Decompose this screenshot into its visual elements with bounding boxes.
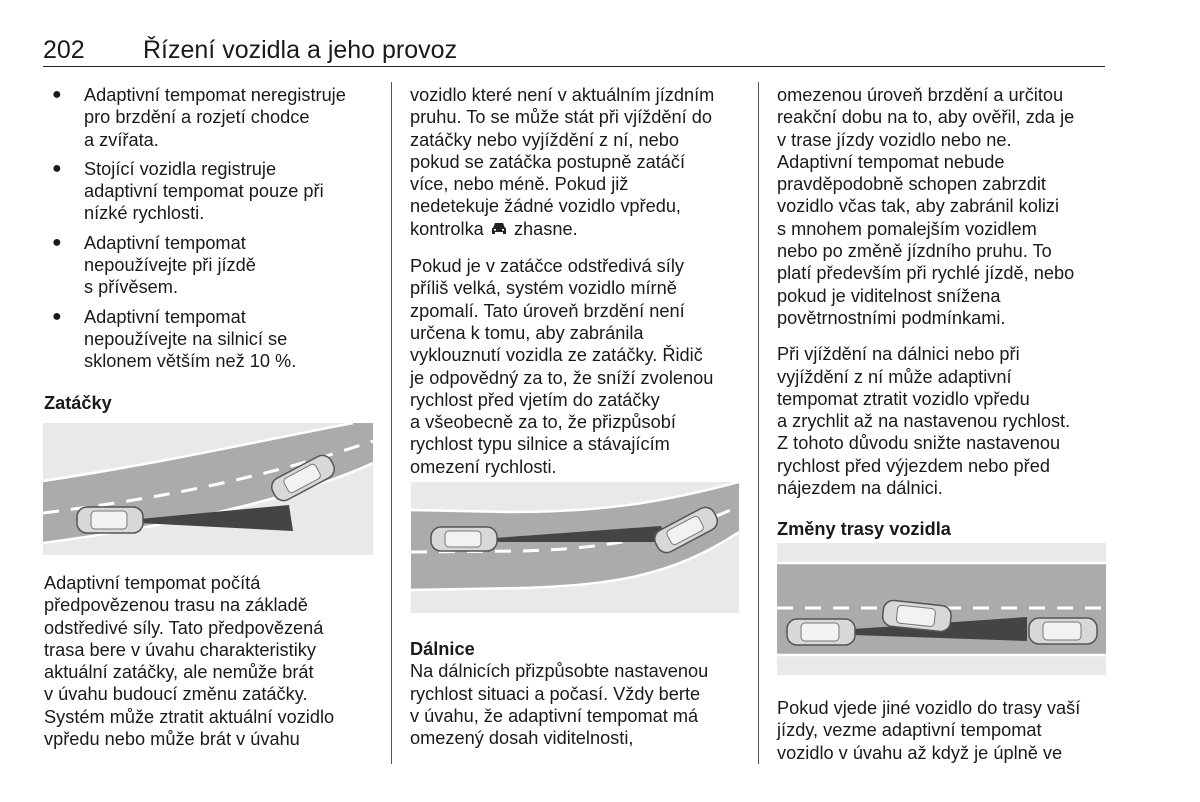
bullet-text <box>84 158 324 225</box>
heading-highway: Dálnice <box>410 639 475 659</box>
figure-curve-ahead <box>411 482 739 613</box>
text-line: v úvahu, že adaptivní tempomat má <box>410 705 699 726</box>
text-line: Adaptivní tempomat nebude <box>777 151 1005 172</box>
text-line: odstředivé síly. Tato předpovězená <box>44 617 324 638</box>
paragraph-highway <box>410 660 750 749</box>
text-line: povětrnostními podmínkami. <box>777 307 1006 328</box>
text-line: Adaptivní tempomat neregistruje <box>84 85 346 105</box>
column-3-bottom <box>777 697 1107 764</box>
car-ego-icon <box>77 507 143 533</box>
text-line: omezení rychlosti. <box>410 456 557 477</box>
column-2-bottom <box>410 638 750 749</box>
bullet-item <box>44 232 379 299</box>
bullet-item <box>44 84 379 151</box>
paragraph-motorway <box>777 343 1107 499</box>
chapter-title: Řízení vozidla a jeho provoz <box>143 36 458 64</box>
bullet-dot: ● <box>52 159 62 177</box>
text-line: Pokud vjede jiné vozidlo do trasy vaší <box>777 698 1081 718</box>
text-line: s mnohem pomalejším vozidlem <box>777 218 1037 239</box>
text-line: trasa bere v úvahu charakteristiky <box>44 639 316 660</box>
paragraph-braking <box>777 84 1107 329</box>
text-line: předpovězenou trasu na základě <box>44 595 308 616</box>
heading-curves: Zatáčky <box>44 392 112 413</box>
text-line: reakční dobu na to, aby ověřil, zda je <box>777 107 1075 128</box>
car-ego-icon <box>431 527 497 551</box>
text-line: jízdy, vezme adaptivní tempomat <box>777 720 1042 741</box>
bullet-item <box>44 158 379 225</box>
text-line: sklonem větším než 10 %. <box>84 351 297 372</box>
text-line: vyklouznutí vozidla ze zatáčky. Řidič <box>410 345 703 366</box>
text-line: a zrychlit až na nastavenou rychlost. <box>777 411 1071 432</box>
text-line: rychlost situaci a počasí. Vždy berte <box>410 683 701 704</box>
text-line: nízké rychlosti. <box>84 203 205 224</box>
text-line: Adaptivní tempomat počítá <box>44 573 261 593</box>
text-line: v trase jízdy vozidlo nebo ne. <box>777 129 1012 150</box>
text-line: aktuální zatáčky, ale nemůže brát <box>44 662 314 683</box>
bullet-dot: ● <box>52 233 62 251</box>
column-1 <box>44 84 379 414</box>
text-line: s přívěsem. <box>84 277 178 298</box>
text-line: pokud se zatáčka postupně zatáčí <box>410 151 686 172</box>
text-line: nedetekuje žádné vozidlo vpředu, <box>410 196 681 217</box>
text-line: v úvahu budoucí změnu zatáčky. <box>44 684 308 705</box>
column-2 <box>410 84 750 478</box>
paragraph-lose-vehicle <box>410 84 750 218</box>
text-line: vozidlo které není v aktuálním jízdním <box>410 85 715 105</box>
paragraph-centrifugal <box>410 255 750 478</box>
bullet-list <box>44 84 379 373</box>
text-line: zatáčky nebo vyjíždění z ní, nebo <box>410 129 679 150</box>
text-line: Stojící vozidla registruje <box>84 158 277 179</box>
figure-lane-change <box>777 543 1106 675</box>
text-line: více, nebo méně. Pokud již <box>410 174 629 195</box>
text-line: rychlost typu silnice a stávajícím <box>410 434 670 455</box>
text-line: nepoužívejte při jízdě <box>84 255 256 276</box>
text-line: tempomat ztratit vozidlo vpředu <box>777 388 1030 409</box>
bullet-text <box>84 232 256 299</box>
text-line: příliš velká, systém vozidlo mírně <box>410 278 677 299</box>
text-line: vyjíždění z ní může adaptivní <box>777 366 1012 387</box>
bullet-item <box>44 306 379 373</box>
car-ego-icon <box>787 619 855 645</box>
text-line: Na dálnicích přizpůsobte nastavenou <box>410 661 709 682</box>
page-number: 202 <box>43 36 85 64</box>
text-line: Systém může ztratit aktuální vozidlo <box>44 706 335 727</box>
text-line: určena k tomu, aby zabránila <box>410 322 644 343</box>
text-line: je odpovědný za to, že sníží zvolenou <box>410 367 714 388</box>
text-line: Z tohoto důvodu snižte nastavenou <box>777 433 1061 454</box>
text-line: vozidlo včas tak, aby zabránil kolizi <box>777 196 1060 217</box>
text-line: pravděpodobně schopen zabrzdit <box>777 174 1046 195</box>
heading-lane-change: Změny trasy vozidla <box>777 519 951 540</box>
text-line: pokud je viditelnost snížena <box>777 285 1001 306</box>
page-header <box>43 34 1105 67</box>
text-line: nájezdem na dálnici. <box>777 478 943 499</box>
bullet-text <box>84 306 296 373</box>
text-line: rychlost před výjezdem nebo před <box>777 455 1050 476</box>
text-line: a zvířata. <box>84 129 159 150</box>
text-line: Adaptivní tempomat <box>84 306 246 327</box>
bullet-dot: ● <box>52 86 62 103</box>
text-line: platí především při rychlé jízdě, nebo <box>777 263 1075 284</box>
text-line: nebo po změně jízdního pruhu. To <box>777 241 1052 262</box>
column-1-paragraph <box>44 572 379 750</box>
paragraph-curves <box>44 572 379 750</box>
bullet-text <box>84 84 346 151</box>
text-line: zpomalí. Tato úroveň brzdění není <box>410 300 685 321</box>
text-line: omezenou úroveň brzdění a určitou <box>777 85 1064 105</box>
figure-curve-detection <box>43 423 373 555</box>
text-line: omezený dosah viditelnosti, <box>410 728 634 749</box>
bullet-dot: ● <box>52 307 62 325</box>
car-ahead-icon <box>1029 618 1097 644</box>
car-front-indicator-icon <box>491 219 507 241</box>
text-line: pruhu. To se může stát při vjíždění do <box>410 107 712 128</box>
text-line: pro brzdění a rozjetí chodce <box>84 107 310 128</box>
text-line: Adaptivní tempomat <box>84 232 246 253</box>
text-line: Pokud je v zatáčce odstředivá síly <box>410 256 684 277</box>
paragraph-lane-change <box>777 697 1107 764</box>
text-line: adaptivní tempomat pouze při <box>84 181 324 202</box>
text-line: a všeobecně za to, že přizpůsobí <box>410 412 676 433</box>
text-line: Při vjíždění na dálnici nebo při <box>777 344 1020 365</box>
text-line: rychlost před vjetím do zatáčky <box>410 389 660 410</box>
column-divider <box>758 82 759 764</box>
text-line: vpředu nebo může brát v úvahu <box>44 729 300 750</box>
text-line: vozidlo v úvahu až když je úplně ve <box>777 742 1063 763</box>
text-line: nepoužívejte na silnicí se <box>84 328 288 349</box>
paragraph-indicator-line: kontrolka zhasne. <box>410 218 750 241</box>
column-divider <box>391 82 392 764</box>
column-3 <box>777 84 1107 541</box>
